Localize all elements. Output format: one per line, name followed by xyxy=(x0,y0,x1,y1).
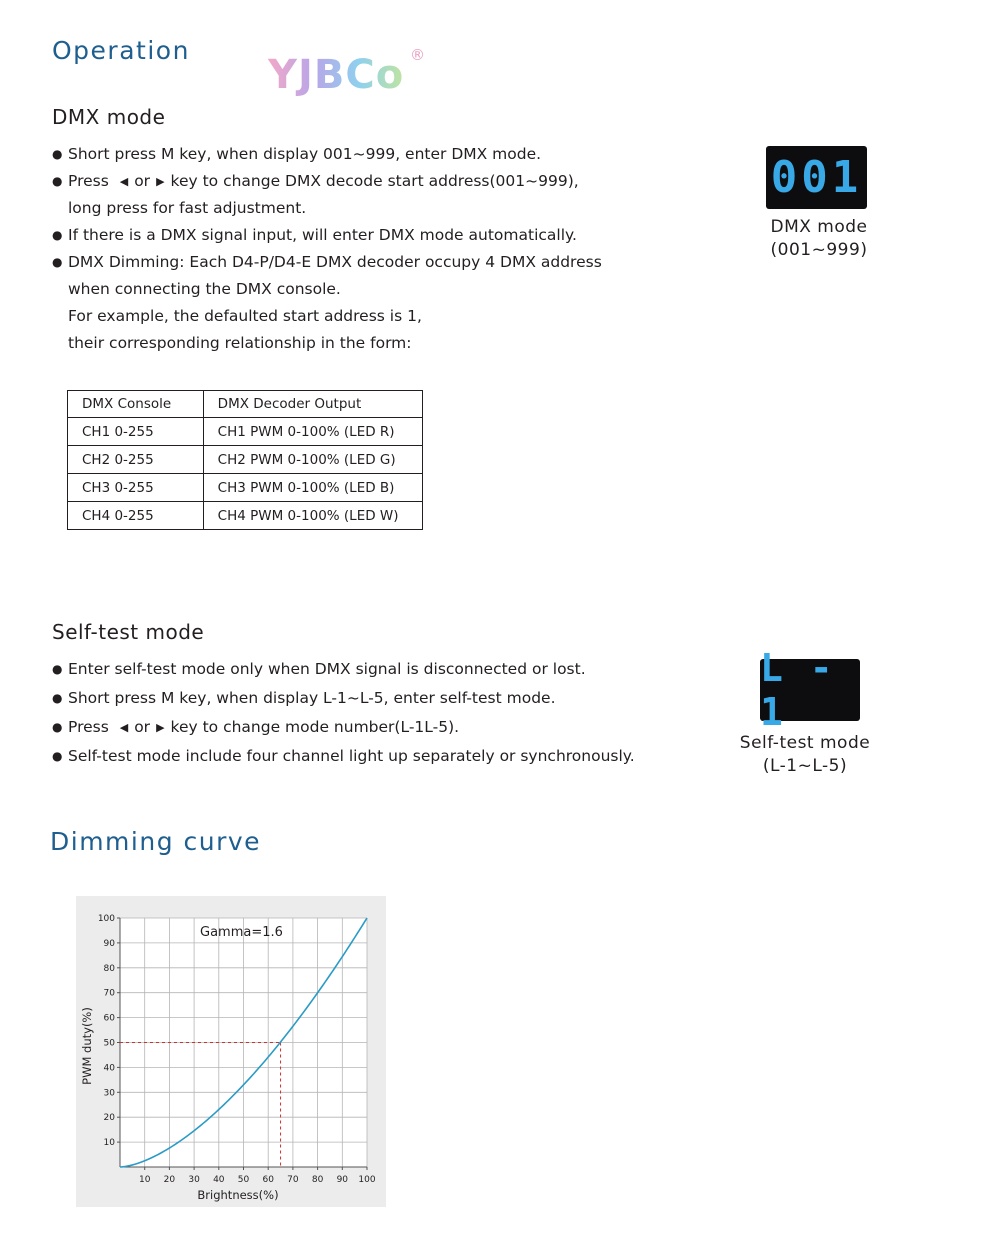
table-cell: CH1 PWM 0-100% (LED R) xyxy=(203,418,422,446)
table-cell: CH4 PWM 0-100% (LED W) xyxy=(203,502,422,530)
press-text: key to change mode number(L-1L-5). xyxy=(170,718,460,736)
list-item: ● Short press M key, when display 001~999, enter DMX mode. xyxy=(52,141,652,168)
y-tick-label: 40 xyxy=(103,1063,115,1074)
dimming-curve-heading: Dimming curve xyxy=(50,827,262,856)
x-axis-label: Brightness(%) xyxy=(197,1188,279,1202)
table-row xyxy=(68,418,423,446)
list-item-continuation: their corresponding relationship in the form: xyxy=(68,334,412,352)
caption-line: (L-1~L-5) xyxy=(762,756,848,776)
table-header: DMX Decoder Output xyxy=(203,391,422,418)
self-test-display-caption xyxy=(730,732,880,778)
y-tick-label: 20 xyxy=(103,1113,115,1124)
y-tick-label: 70 xyxy=(103,988,115,999)
list-item: ● If there is a DMX signal input, will enter DMX mode automatically. xyxy=(52,222,652,249)
list-item: ● DMX Dimming: Each D4-P/D4-E DMX decoder occupy 4 DMX address xyxy=(52,249,652,276)
table-row xyxy=(68,446,423,474)
table-cell: CH1 0-255 xyxy=(68,418,204,446)
list-item: ● Self-test mode include four channel light up separately or synchronously. xyxy=(52,742,692,771)
or-label: or xyxy=(134,172,151,190)
self-test-instructions xyxy=(52,655,692,771)
dmx-mode-heading: DMX mode xyxy=(52,105,166,129)
display-digits: L - 1 xyxy=(760,646,835,734)
list-item: ● Short press M key, when display L-1~L-5, enter self-test mode. xyxy=(52,684,692,713)
caption-line: DMX mode xyxy=(770,217,868,237)
list-item xyxy=(52,713,692,742)
dmx-display xyxy=(766,146,867,209)
table-cell: CH3 0-255 xyxy=(68,474,204,502)
x-tick-label: 50 xyxy=(237,1175,250,1185)
y-tick-label: 50 xyxy=(103,1038,115,1049)
x-tick-label: 20 xyxy=(163,1175,176,1185)
list-item-continuation: For example, the defaulted start address is 1, xyxy=(68,307,422,325)
table-cell: CH3 PWM 0-100% (LED B) xyxy=(203,474,422,502)
list-item-continuation: long press for fast adjustment. xyxy=(68,199,307,217)
y-tick-label: 60 xyxy=(103,1013,115,1024)
caption-line: (001~999) xyxy=(770,240,868,260)
table-cell: CH4 0-255 xyxy=(68,502,204,530)
yjbco-logo xyxy=(268,46,425,98)
self-test-heading: Self-test mode xyxy=(52,620,205,644)
x-tick-label: 10 xyxy=(138,1175,151,1185)
chart-title: Gamma=1.6 xyxy=(200,925,283,940)
triangle-right-icon: ▶ xyxy=(156,175,165,188)
table-cell: CH2 0-255 xyxy=(68,446,204,474)
y-axis-label: PWM duty(%) xyxy=(80,1007,94,1085)
x-tick-label: 70 xyxy=(287,1175,299,1185)
x-tick-label: 60 xyxy=(262,1175,274,1185)
y-tick-label: 30 xyxy=(103,1088,115,1099)
display-digits: 001 xyxy=(770,152,863,203)
dmx-channel-table xyxy=(67,390,423,530)
caption-line: Self-test mode xyxy=(739,733,871,753)
list-item-continuation: when connecting the DMX console. xyxy=(68,280,341,298)
dmx-display-caption xyxy=(746,216,892,262)
dmx-instructions xyxy=(52,141,652,357)
list-item: ● Enter self-test mode only when DMX signal is disconnected or lost. xyxy=(52,655,692,684)
x-tick-label: 90 xyxy=(336,1175,349,1185)
operation-heading: Operation xyxy=(52,36,190,65)
dimming-curve-chart-frame xyxy=(76,896,386,1207)
y-tick-label: 100 xyxy=(97,914,115,924)
registered-mark: ® xyxy=(410,46,425,64)
self-test-display xyxy=(760,646,860,734)
table-header-row xyxy=(68,391,423,418)
table-header: DMX Console xyxy=(68,391,204,418)
triangle-left-icon: ◀ xyxy=(119,175,129,188)
x-tick-label: 100 xyxy=(358,1175,376,1185)
x-tick-label: 30 xyxy=(188,1175,200,1185)
y-tick-label: 80 xyxy=(103,963,115,974)
table-cell: CH2 PWM 0-100% (LED G) xyxy=(203,446,422,474)
y-tick-label: 90 xyxy=(103,938,115,949)
press-text: key to change DMX decode start address(001~999), xyxy=(170,172,579,190)
triangle-left-icon: ◀ xyxy=(119,721,129,734)
table-row xyxy=(68,502,423,530)
x-tick-label: 80 xyxy=(311,1175,324,1185)
triangle-right-icon: ▶ xyxy=(156,721,165,734)
table-row xyxy=(68,474,423,502)
logo-text: YJBCo xyxy=(268,52,405,98)
press-label: Press xyxy=(68,172,109,190)
press-label: Press xyxy=(68,718,109,736)
or-label: or xyxy=(134,718,151,736)
x-tick-label: 40 xyxy=(213,1175,225,1185)
dimming-curve-chart xyxy=(76,896,386,1207)
list-item xyxy=(52,168,652,195)
y-tick-label: 10 xyxy=(103,1138,115,1149)
